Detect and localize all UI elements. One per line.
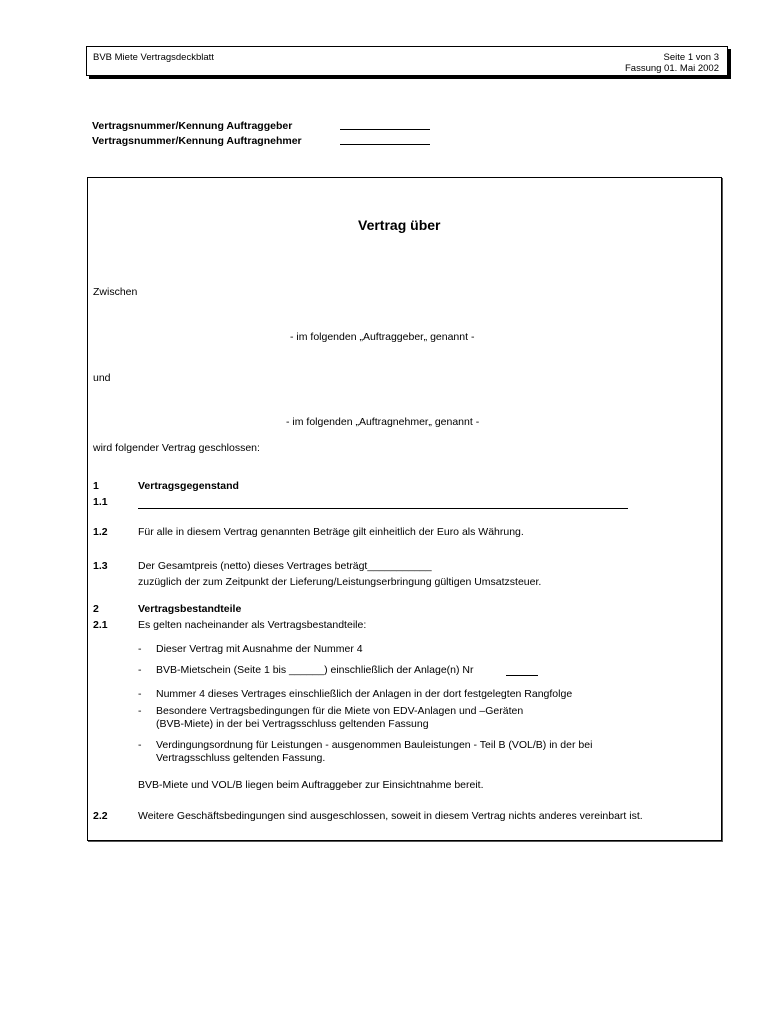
bullet-item: Besondere Vertragsbedingungen für die Miete von EDV-Anlagen und –Geräten: [156, 705, 524, 717]
section-1-1-number: 1.1: [93, 496, 108, 508]
auftragnehmer-genannt: - im folgenden „Auftragnehmer„ genannt -: [286, 416, 480, 428]
bullet-dash: -: [138, 705, 142, 717]
section-2-1-text: Es gelten nacheinander als Vertragsbestandteile:: [138, 619, 367, 631]
bullet-item: BVB-Mietschein (Seite 1 bis ______) einschließlich der Anlage(n) Nr: [156, 664, 474, 676]
contract-title: Vertrag über: [358, 217, 441, 233]
bullet-item-continuation: (BVB-Miete) in der bei Vertragsschluss geltenden Fassung: [156, 718, 429, 730]
section-1-1-blank-line[interactable]: [138, 508, 628, 509]
bullet-dash: -: [138, 688, 142, 700]
id-row-auftraggeber: [92, 120, 302, 135]
contract-ids: [92, 120, 302, 150]
section-2-1-number: 2.1: [93, 619, 108, 631]
section-1-title: Vertragsgegenstand: [138, 480, 239, 492]
header-version: Fassung 01. Mai 2002: [624, 63, 719, 74]
section-1-3-text-a: Der Gesamtpreis (netto) dieses Vertrages beträgt___________: [138, 560, 432, 572]
id-label-auftragnehmer: Vertragsnummer/Kennung Auftragnehmer: [92, 135, 302, 147]
note-text: BVB-Miete und VOL/B liegen beim Auftraggeber zur Einsichtnahme bereit.: [138, 779, 484, 791]
contract-box: [87, 177, 722, 841]
id-blank-auftragnehmer[interactable]: [340, 144, 430, 145]
anlage-blank-line[interactable]: [506, 675, 538, 676]
section-2-number: 2: [93, 603, 99, 615]
bullet-dash: -: [138, 739, 142, 751]
bullet-dash: -: [138, 643, 142, 655]
id-row-auftragnehmer: [92, 135, 302, 150]
id-label-auftraggeber: Vertragsnummer/Kennung Auftraggeber: [92, 120, 293, 132]
section-1-number: 1: [93, 480, 99, 492]
bullet-item-continuation: Vertragsschluss geltenden Fassung.: [156, 752, 326, 764]
header-page-number: Seite 1 von 3: [663, 52, 719, 63]
section-1-3-number: 1.3: [93, 560, 108, 572]
section-2-2-number: 2.2: [93, 810, 108, 822]
auftraggeber-genannt: - im folgenden „Auftraggeber„ genannt -: [290, 331, 475, 343]
bullet-item: Nummer 4 dieses Vertrages einschließlich der Anlagen in der dort festgelegten Rangfolge: [156, 688, 573, 700]
page-header: [86, 46, 728, 76]
section-1-2-text: Für alle in diesem Vertrag genannten Beträge gilt einheitlich der Euro als Währung.: [138, 526, 524, 538]
section-2-2-text: Weitere Geschäftsbedingungen sind ausgeschlossen, soweit in diesem Vertrag nichts anderes vereinbart ist.: [138, 810, 643, 822]
geschlossen-text: wird folgender Vertrag geschlossen:: [93, 442, 260, 454]
und-label: und: [93, 372, 111, 384]
section-1-3-text-b: zuzüglich der zum Zeitpunkt der Lieferung/Leistungserbringung gültigen Umsatzsteuer.: [138, 576, 542, 588]
header-document-title: BVB Miete Vertragsdeckblatt: [93, 52, 214, 63]
zwischen-label: Zwischen: [93, 286, 138, 298]
bullet-item: Verdingungsordnung für Leistungen - ausgenommen Bauleistungen - Teil B (VOL/B) in der bei: [156, 739, 593, 751]
section-2-title: Vertragsbestandteile: [138, 603, 242, 615]
header-page-info: [625, 52, 719, 74]
id-blank-auftraggeber[interactable]: [340, 129, 430, 130]
bullet-dash: -: [138, 664, 142, 676]
section-1-2-number: 1.2: [93, 526, 108, 538]
bullet-item: Dieser Vertrag mit Ausnahme der Nummer 4: [156, 643, 363, 655]
